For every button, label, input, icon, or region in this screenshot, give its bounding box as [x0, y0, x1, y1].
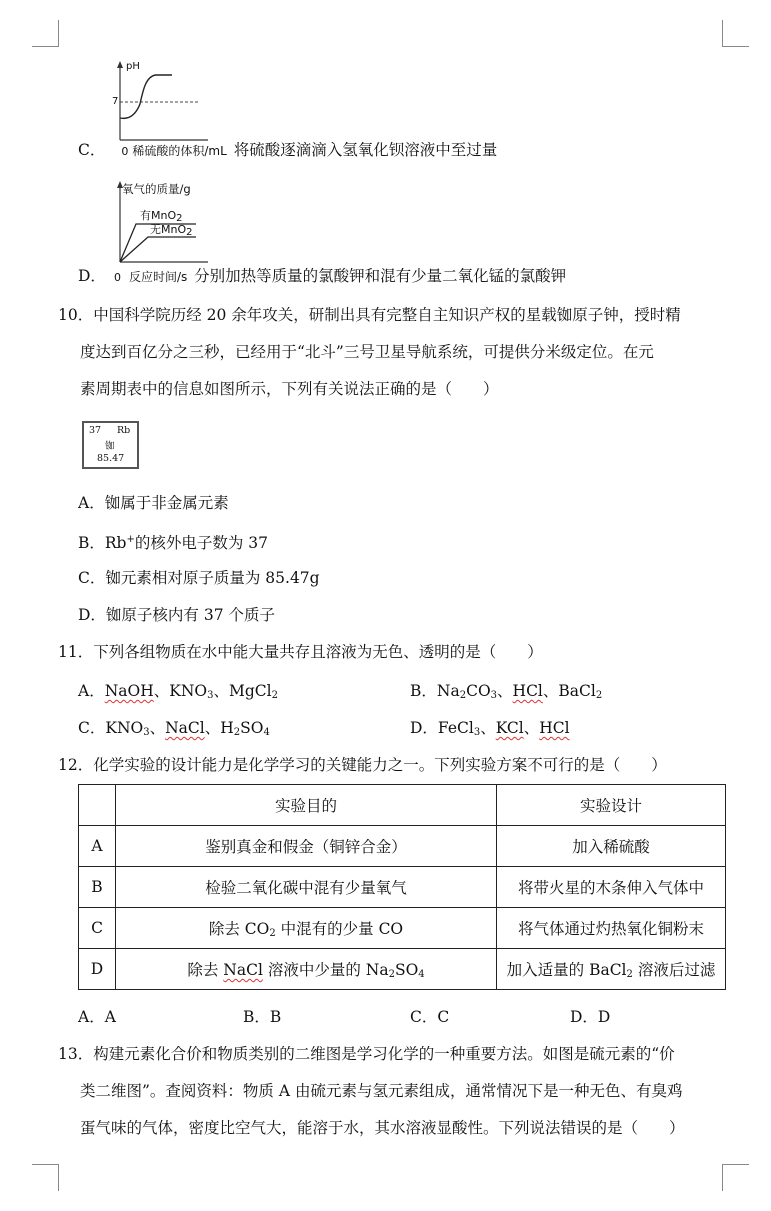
row-key: D [79, 949, 116, 990]
ph-curve-svg [110, 60, 210, 146]
row-key: A [79, 826, 116, 867]
q11-option-b: B．$Na_2CO_3$、HCl、BaCl$_2$ [410, 682, 603, 701]
oxygen-origin: 0 [113, 271, 121, 284]
ph-x-axis-label: 稀硫酸的体积/mL [132, 144, 227, 158]
element-name: 铷 [105, 441, 115, 452]
atomic-mass: 85.47 [97, 453, 125, 464]
q10-stem-line-1: 10．中国科学院历经 20 余年攻关，研制出具有完整自主知识产权的星载铷原子钟，授时精 [58, 306, 681, 324]
table-header-key [79, 785, 116, 826]
table-header-purpose: 实验目的 [116, 785, 497, 826]
row-design: 加入适量的 BaCl$_2$ 溶液后过滤 [497, 949, 726, 990]
q11-option-c: C．$KNO_3$、NaCl、$H_2SO_4$ [78, 719, 270, 738]
table-row [79, 867, 726, 908]
ph-graph [110, 60, 210, 146]
oxygen-axis-label: 氧气的质量/g [122, 182, 191, 196]
row-purpose: 除去 NaCl 溶液中少量的 $Na_2SO_4$ [116, 949, 497, 990]
corner-mark-bottom-left [32, 1164, 59, 1191]
row-key: C [79, 908, 116, 949]
q10-option-d: D．铷原子核内有 37 个质子 [78, 606, 276, 624]
experiment-table [78, 784, 726, 990]
ph-origin: 0 [121, 145, 129, 158]
table-header-design: 实验设计 [497, 785, 726, 826]
row-design: 将带火星的木条伸入气体中 [497, 867, 726, 908]
q9-option-d-text: 分别加热等质量的氯酸钾和混有少量二氧化锰的氯酸钾 [194, 267, 567, 285]
without-mno2-label: 无MnO$_2$ [150, 223, 193, 238]
with-mno2-label: 有MnO$_2$ [140, 209, 183, 224]
q10-option-a: A．铷属于非金属元素 [78, 494, 229, 512]
q12-option-b: B．B [243, 1008, 282, 1026]
row-purpose: 鉴别真金和假金（铜锌合金） [116, 826, 497, 867]
q9-option-c-text: 将硫酸逐滴滴入氢氧化钡溶液中至过量 [233, 141, 498, 159]
table-header-row [79, 785, 726, 826]
ph-tick-7: 7 [112, 96, 119, 107]
q10-option-c: C．铷元素相对原子质量为 85.47g [78, 569, 320, 587]
q9-option-d [78, 266, 566, 288]
q9-option-c-label: C． [78, 141, 106, 159]
row-design: 加入稀硫酸 [497, 826, 726, 867]
q11-option-d: D．FeCl$_3$、KCl、HCl [410, 719, 570, 738]
q10-stem-line-2: 度达到百亿分之三秒，已经用于“北斗”三号卫星导航系统，可提供分米级定位。在元 [80, 343, 654, 361]
q12-option-a: A．A [78, 1008, 116, 1026]
q10-option-b: B．Rb+的核外电子数为 37 [78, 534, 269, 552]
q9-option-d-label: D． [78, 267, 106, 285]
element-symbol: Rb [117, 425, 131, 436]
row-key: B [79, 867, 116, 908]
q9-option-c [78, 140, 497, 162]
q12-option-c: C．C [410, 1008, 450, 1026]
q12-stem: 12．化学实验的设计能力是化学学习的关键能力之一。下列实验方案不可行的是（ ） [58, 756, 667, 774]
atomic-number: 37 [89, 425, 102, 436]
table-row [79, 826, 726, 867]
q13-stem-line-1: 13．构建元素化合价和物质类别的二维图是学习化学的一种重要方法。如图是硫元素的“价 [58, 1045, 675, 1063]
ph-axis-label: pH [126, 61, 140, 72]
q13-stem-line-2: 类二维图”。查阅资料：物质 A 由硫元素与氢元素组成，通常情况下是一种无色、有臭鸡 [80, 1082, 683, 1100]
q11-option-a: A．NaOH、$KNO_3$、MgCl$_2$ [78, 682, 278, 701]
q10-stem-line-3: 素周期表中的信息如图所示，下列有关说法正确的是（ ） [80, 380, 499, 398]
rubidium-element-card [82, 421, 139, 469]
oxygen-graph [110, 180, 210, 266]
corner-mark-top-right [722, 20, 749, 47]
table-row [79, 949, 726, 990]
row-design: 将气体通过灼热氧化铜粉末 [497, 908, 726, 949]
q12-option-d: D．D [570, 1008, 611, 1026]
row-purpose: 检验二氧化碳中混有少量氧气 [116, 867, 497, 908]
q13-stem-line-3: 蛋气味的气体，密度比空气大，能溶于水，其水溶液显酸性。下列说法错误的是（ ） [80, 1119, 685, 1137]
table-row [79, 908, 726, 949]
corner-mark-bottom-right [722, 1164, 749, 1191]
row-purpose: 除去 $CO_2$ 中混有的少量 CO [116, 908, 497, 949]
oxygen-x-axis-label: 反应时间/s [128, 270, 188, 284]
corner-mark-top-left [32, 20, 59, 47]
q11-stem: 11．下列各组物质在水中能大量共存且溶液为无色、透明的是（ ） [58, 643, 543, 661]
